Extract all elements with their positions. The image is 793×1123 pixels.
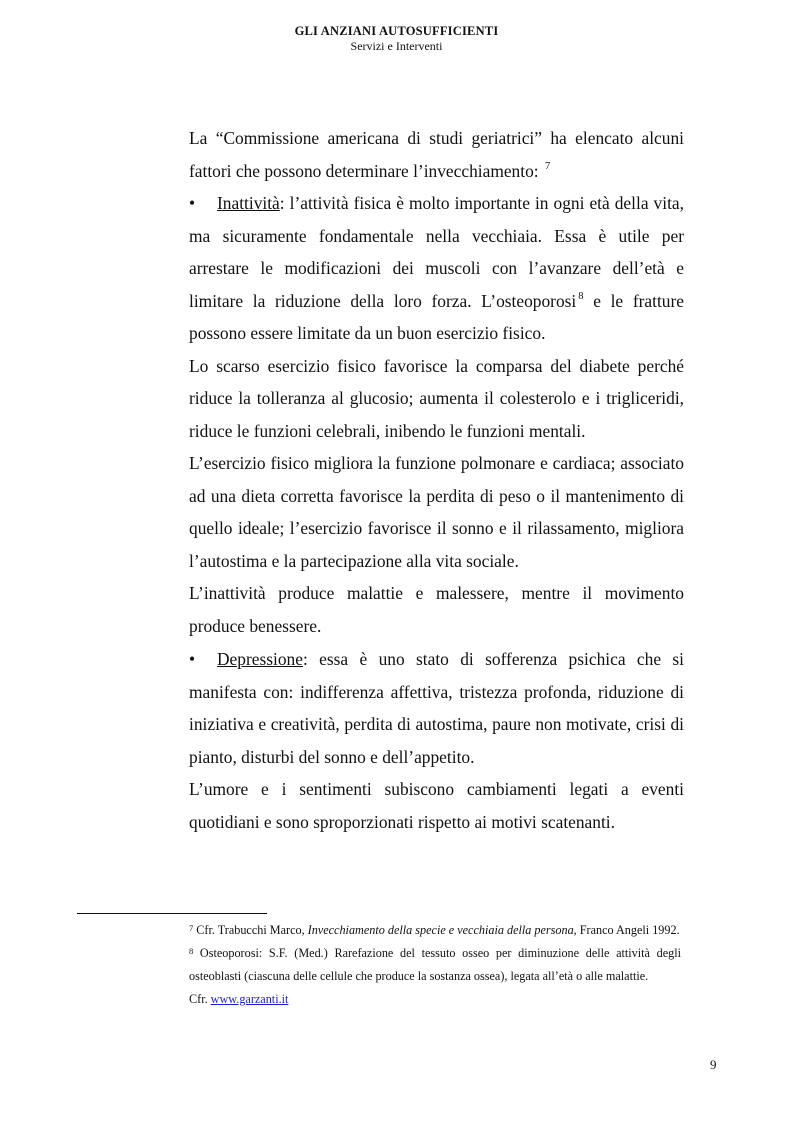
- inattivita-text-b: e le fratture possono essere limitate da un buon esercizio fisico.: [189, 290, 684, 343]
- intro-paragraph: [189, 122, 684, 187]
- paragraph-inattivita: L’inattività produce malattie e malessere, mentre il movimento produce benessere.: [189, 583, 684, 636]
- footnotes: [189, 919, 681, 1011]
- bullet-depressione: [189, 643, 684, 773]
- header-title: GLI ANZIANI AUTOSUFFICIENTI: [294, 24, 499, 38]
- footnote-7-number: 7: [189, 923, 194, 933]
- page-number: 9: [710, 1057, 717, 1072]
- cfr-label: Cfr.: [189, 992, 211, 1006]
- term-inattivita: Inattività: [217, 193, 280, 213]
- running-header: [0, 24, 793, 53]
- bullet-inattivita: [189, 187, 684, 350]
- header-subtitle: Servizi e Interventi: [350, 39, 443, 53]
- main-text: [189, 122, 684, 838]
- footnote-7-prefix: Cfr. Trabucchi Marco,: [193, 923, 308, 937]
- paragraph-umore: L’umore e i sentimenti subiscono cambiamenti legati a eventi quotidiani e sono sproporzionati rispetto ai motivi scatenanti.: [189, 779, 684, 832]
- footnote-ref-8[interactable]: 8: [578, 290, 584, 302]
- footnote-cfr: [189, 988, 681, 1011]
- footnote-7-title: Invecchiamento della specie e vecchiaia della persona,: [307, 923, 577, 937]
- bullet-icon: •: [189, 649, 196, 669]
- paragraph-diabete: Lo scarso esercizio fisico favorisce la comparsa del diabete perché riduce la tolleranza al glucosio; aumenta il colesterolo e i trigliceridi, riduce le funzioni celebrali, inibendo le funzioni mentali.: [189, 355, 684, 441]
- depressione-text: : essa è uno stato di sofferenza psichica che si manifesta con: indifferenza affettiva, tristezza profonda, riduzione di iniziativa e creatività, perdita di autostima, paure non motivate, crisi di pianto, disturbi del sonno e dell’appetito.: [189, 649, 684, 767]
- garzanti-link[interactable]: www.garzanti.it: [210, 992, 289, 1006]
- footnote-7-suffix: Franco Angeli 1992.: [576, 923, 680, 937]
- footnote-8-number: 8: [189, 946, 194, 956]
- intro-text: La “Commissione americana di studi geriatrici” ha elencato alcuni fattori che possono determinare l’invecchiamento:: [189, 128, 684, 181]
- footnote-divider: [77, 913, 267, 914]
- footnote-8-text: Osteoporosi: S.F. (Med.) Rarefazione del tessuto osseo per diminuzione delle attività degli osteoblasti (ciascuna delle cellule che produce la sostanza ossea), legata all’età o alle malattie.: [189, 946, 681, 983]
- paragraph-esercizio: L’esercizio fisico migliora la funzione polmonare e cardiaca; associato ad una dieta corretta favorisce la perdita di peso o il mantenimento di quello ideale; l’esercizio favorisce il sonno e il rilassamento, migliora l’autostima e la partecipazione alla vita sociale.: [189, 453, 684, 571]
- bullet-icon: •: [189, 193, 196, 213]
- term-depressione: Depressione: [217, 649, 303, 669]
- footnote-ref-7[interactable]: 7: [544, 160, 551, 172]
- footnote-7: [189, 919, 681, 942]
- footnote-8: [189, 942, 681, 988]
- inattivita-text-a: : l’attività fisica è molto importante in ogni età della vita, ma sicuramente fondamentale nella vecchiaia. Essa è utile per arrestare le modificazioni dei muscoli con l’avanzare dell’età e limitare la riduzione della loro forza. L’osteoporosi: [189, 193, 684, 311]
